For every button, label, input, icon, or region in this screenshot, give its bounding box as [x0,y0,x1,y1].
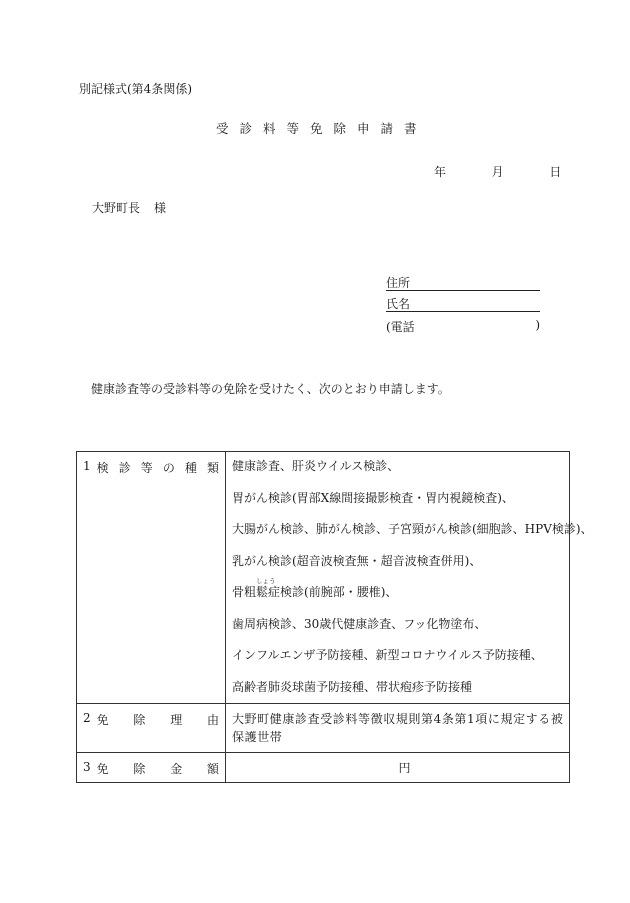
exam-types-list [232,458,593,697]
row-number: 3 [83,759,91,774]
exam-type-line: 高齢者肺炎球菌予防接種、帯状疱疹予防接種 [232,679,473,694]
exemption-reason-label [77,703,226,752]
row-label-text [97,760,219,777]
label-char: 額 [206,761,219,776]
exam-text: 症検診(前腕部・腰椎)、 [268,585,398,599]
document-title: 受診料等免除申請書 [216,121,428,136]
exemption-reason-value: 大野町健康診査受診料等徴収規則第4条第1項に規定する被保護世帯 [226,703,570,752]
label-char: 除 [133,761,146,776]
ruby-reading: しょう [256,577,276,585]
exam-type-line [232,577,565,616]
name-label: 氏名 [386,297,411,311]
date-line [434,163,561,180]
phone-field[interactable] [386,318,540,335]
date-day: 日 [549,165,562,179]
exemption-reason-row [77,703,570,752]
request-sentence: 健康診査等の受診料等の免除を受けたく、次のとおり申請します。 [91,382,450,396]
phone-label: (電話 [386,320,415,334]
exemption-amount-label [77,752,226,782]
phone-close-paren: ) [535,318,540,332]
row-number: 2 [83,710,91,725]
exam-types-label [77,452,226,704]
exam-types-cell[interactable] [226,452,593,704]
exam-type-line: 乳がん検診(超音波検査無・超音波検査併用)、 [232,553,482,568]
exam-type-line: 健康診査、肝炎ウイルス検診、 [232,459,400,473]
label-char: 除 [133,712,146,727]
address-field[interactable] [386,274,540,291]
label-char: 理 [170,712,183,727]
label-char: 診 [118,461,131,475]
label-char: 等 [140,461,153,475]
label-char: 種 [184,461,197,475]
amount-unit: 円 [398,760,411,775]
date-month: 月 [491,165,504,179]
date-year: 年 [434,165,447,179]
application-table [76,451,593,783]
label-char: 金 [170,761,183,776]
row-number: 1 [83,459,91,473]
exam-text: 骨粗 [232,585,257,599]
row-label-text [97,711,219,728]
label-char: 検 [96,461,109,475]
row-label-text [97,459,219,476]
addressee-name: 大野町長 [92,201,141,215]
ruby-base: 鬆 [256,585,269,599]
exam-type-line: 大腸がん検診、肺がん検診、子宮頸がん検診(細胞診、HPV検診)、 [232,522,593,536]
ruby-annotated-char [256,577,276,600]
name-field[interactable] [386,295,540,312]
label-char: 由 [206,712,219,727]
exam-type-line: 胃がん検診(胃部X線間接撮影検査・胃内視鏡検査)、 [232,490,514,505]
label-char: 免 [96,761,109,776]
form-reference: 別記様式(第4条関係) [79,82,192,96]
exemption-amount-cell[interactable] [226,752,570,782]
exam-types-row [77,452,570,704]
address-label: 住所 [386,276,411,290]
label-char: の [162,461,175,475]
addressee-honorific: 様 [154,201,167,215]
addressee [92,199,166,216]
label-char: 類 [206,461,219,475]
exam-type-line: 歯周病検診、30歳代健康診査、フッ化物塗布、 [232,616,487,631]
exemption-amount-row [77,752,570,782]
exam-type-line: インフルエンザ予防接種、新型コロナウイルス予防接種、 [232,648,543,662]
label-char: 免 [96,712,109,727]
